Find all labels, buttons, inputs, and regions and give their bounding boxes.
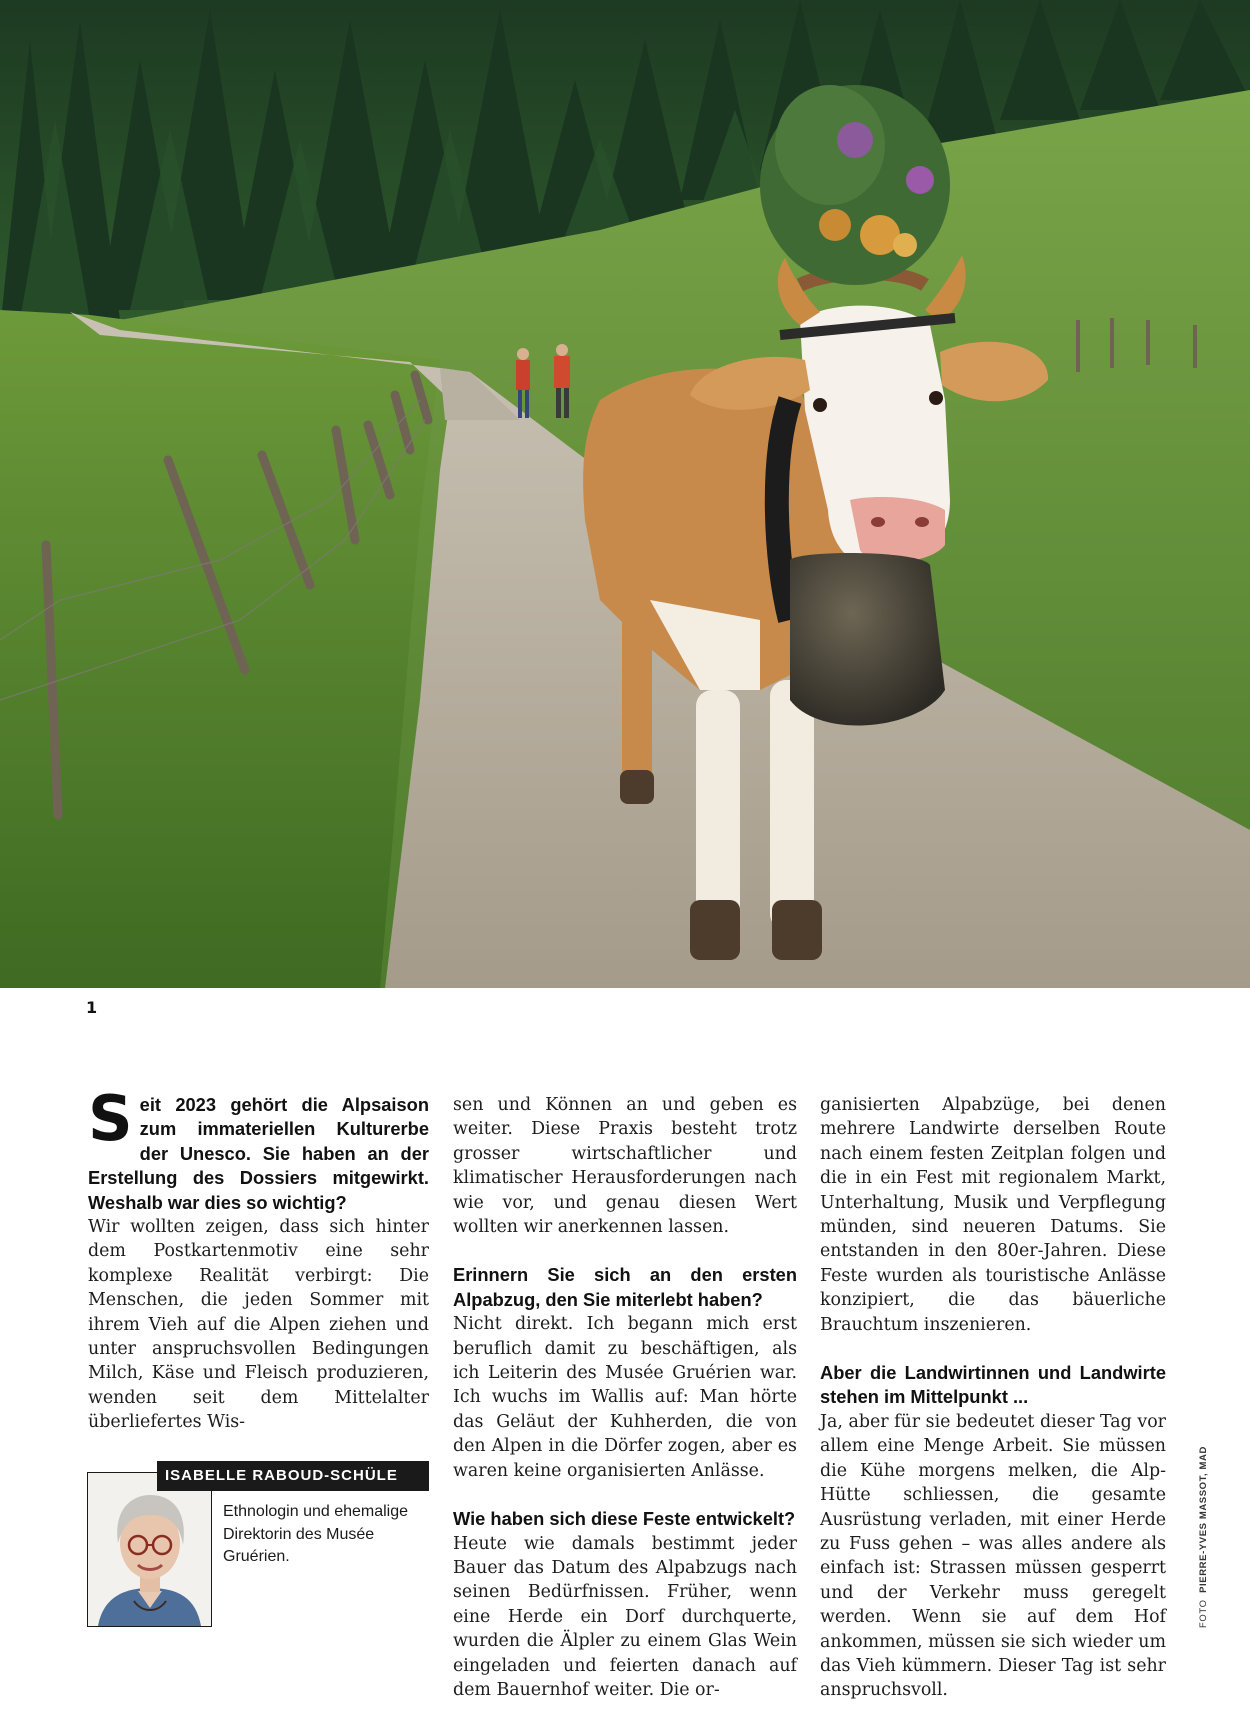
bio-description: Ethnologin und ehemalige Direktorin des Musée Gruérien. [223,1503,409,1565]
figure-number: 1 [86,998,98,1017]
answer-1-part-2: sen und Können an und geben es weiter. Diese Praxis besteht trotz grosser wirtschaftlicher und klimatischer Herausforderungen nach wie vor, und genau diesen Wert wollten wir anerkennen lassen. [453,1095,797,1238]
question-4: Aber die Landwirtinnen und Landwirte stehen im Mittelpunkt ... [820,1362,1166,1408]
photo-credit-names: PIERRE-YVES MASSOT, MAD [1198,1446,1209,1593]
answer-3-part-1: Heute wie damals bestimmt jeder Bauer das Datum des Alpabzugs nach seinen Bedürfnissen. Früher, wenn eine Herde ein Dorf durchquerte, wurden die Älpler zu einem Glas Wein eingeladen und feierten danach auf dem Bauernhof weiter. Die or- [453,1533,797,1700]
article-column-3 [820,1093,1166,1703]
photo-credit-label: FOTO [1198,1599,1209,1628]
answer-4: Ja, aber für sie bedeutet dieser Tag vor allem eine Menge Arbeit. Sie müssen die Kühe morgens melken, die Alp-Hütte schliessen, die gesamte Ausrüstung verladen, mit einer Herde zu Fuss gehen – was alles andere als einfach ist: Strassen müssen gesperrt und der Verkehr muss geregelt werden. Wenn sie auf dem Hof ankommen, müssen sie sich wieder um das Vieh kümmern. Dieser Tag ist sehr anspruchsvoll. [820,1411,1166,1701]
question-2: Erinnern Sie sich an den ersten Alpabzug, den Sie miterlebt haben? [453,1264,797,1310]
flower-crown [760,85,950,285]
question-3: Wie haben sich diese Feste entwickelt? [453,1508,796,1530]
article-column-1 [88,1082,429,1435]
lead-question [88,1082,429,1215]
bio-name-label: ISABELLE RABOUD-SCHÜLE [157,1461,429,1491]
drop-cap: S [88,1082,133,1155]
portrait-illustration [88,1473,211,1626]
lead-question-text: eit 2023 gehört die Alpsaison zum immateriellen Kulturerbe der Unesco. Sie haben an der Erstellung des Dossiers mitgewirkt. Weshalb war dies so wichtig? [88,1094,429,1213]
article-column-2 [453,1093,797,1702]
answer-3-part-2: ganisierten Alpabzüge, bei denen mehrere Landwirte derselben Route nach einem festen Zeitplan folgen und die in ein Fest mit regionalem Markt, Unterhaltung, Musik und Verpflegung münden, sind neueren Datums. Sie entstanden in den 80er-Jahren. Diese Feste wurden als touristische Anlässe konzipiert, die das bäuerliche Brauchtum inszenieren. [820,1095,1166,1335]
portrait-photo [87,1472,212,1627]
answer-2: Nicht direkt. Ich begann mich erst beruflich damit zu beschäftigen, als ich Leiterin des Musée Gruérien war. Ich wuchs im Wallis auf: Man hörte das Geläut der Kuhherden, die von den Alpen in die Dörfer zogen, aber es waren keine organisierten Anlässe. [453,1314,797,1481]
photo-credit [1198,1446,1209,1628]
answer-1-part-1: Wir wollten zeigen, dass sich hinter dem Postkartenmotiv eine sehr komplexe Realität verbirgt: Die Menschen, die jeden Sommer mit ihrem Vieh auf die Alpen ziehen und unter anspruchsvollen Bedingungen Milch, Käse und Fleisch produzieren, wenden seit dem Mittelalter überliefertes Wis- [88,1217,429,1433]
